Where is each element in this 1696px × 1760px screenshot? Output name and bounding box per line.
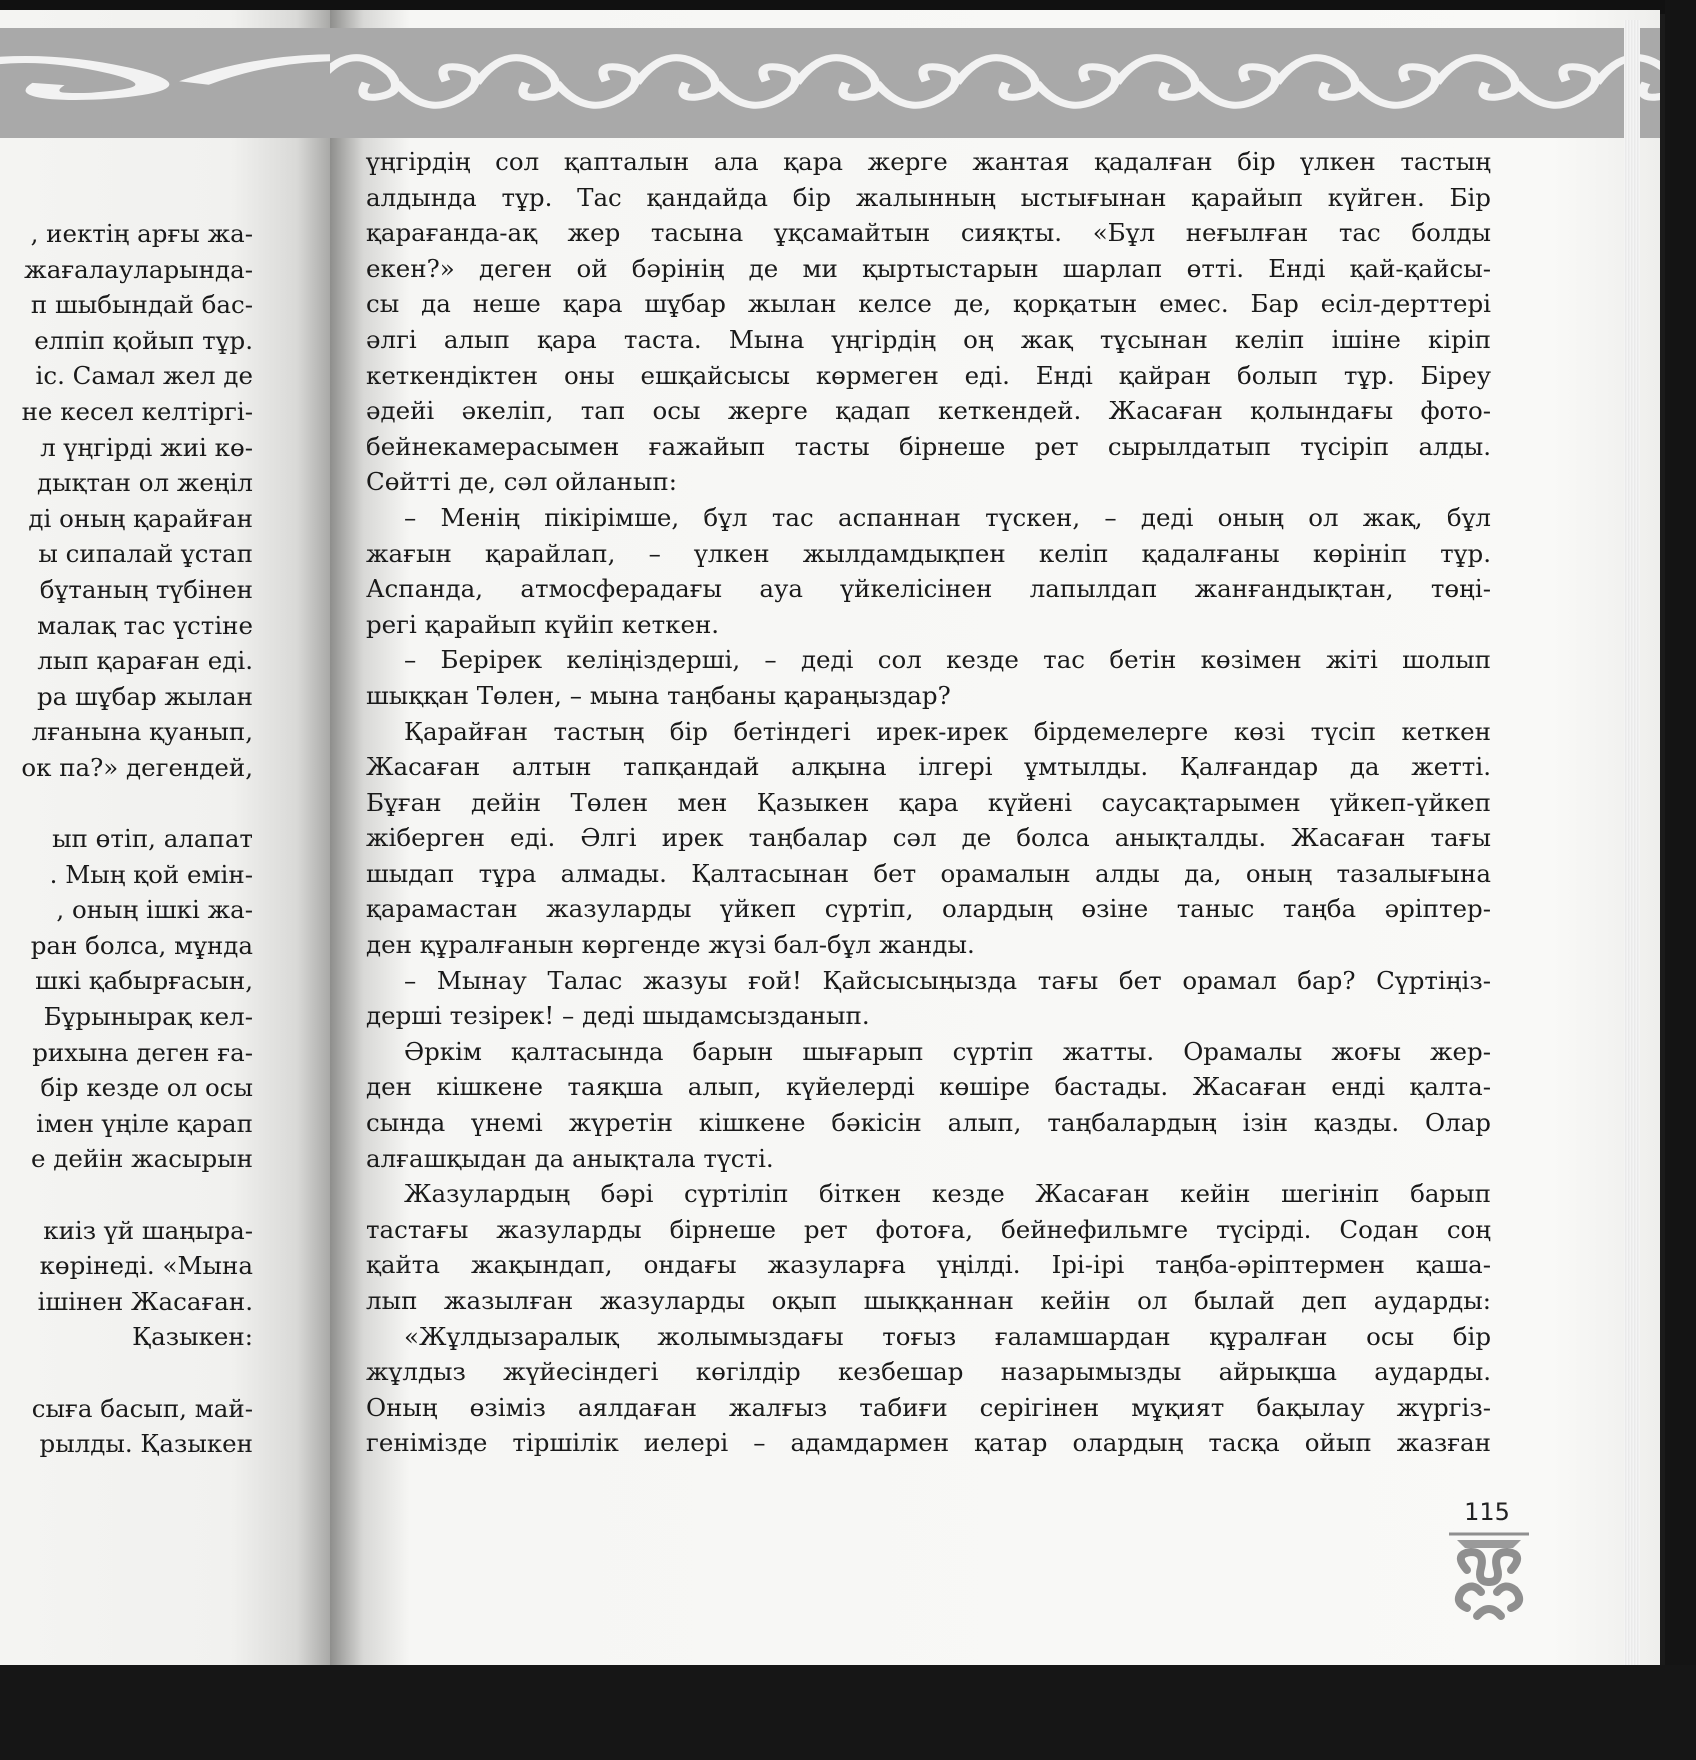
text-line: дерші тезірек! – деді шыдамсызданып.: [366, 1001, 870, 1031]
scan-right-edge: [1665, 0, 1696, 1760]
text-line: е дейін жасырын: [30, 1144, 253, 1174]
text-line: Сөйтті де, сәл ойланып:: [366, 467, 677, 497]
text-line: «Жұлдызаралық жолымыздағы тоғыз ғаламшардан құралған осы бір: [404, 1321, 1491, 1351]
text-line: дықтан ол жеңіл: [37, 468, 253, 498]
text-line: қайта жақындап, ондағы жазуларға үңілді. Ірі-ірі таңба-әріптермен қаша-: [366, 1250, 1491, 1280]
text-line: рылды. Қазыкен: [39, 1429, 253, 1459]
text-line: – Мынау Талас жазуы ғой! Қайсысыңызда тағы бет орамал бар? Сүртіңіз-: [404, 965, 1491, 995]
text-line: л үңгірді жиі кө-: [40, 432, 253, 462]
text-line: қарағанда-ақ жер тасына ұқсамайтын сияқты. «Бұл неғылған тас болды: [366, 218, 1491, 248]
scan-bottom-edge: [0, 1665, 1696, 1760]
left-page-text: [0, 216, 253, 1462]
text-line: бейнекамерасымен ғажайып тасты бірнеше рет сырылдатып түсіріп алды.: [366, 431, 1491, 461]
text-line: Әркім қалтасында барын шығарып сүртіп жатты. Орамалы жоғы жер-: [404, 1036, 1491, 1066]
top-ornament-band-left: [0, 28, 330, 138]
text-line: генімізде тіршілік иелері – адамдармен қатар олардың тасқа ойып жазған: [366, 1428, 1491, 1458]
text-line: Қарайған тастың бір бетіндегі ирек-ирек бірдемелерге көзі түсіп кеткен: [404, 716, 1491, 746]
text-line: , иектің арғы жа-: [30, 219, 253, 248]
text-line: не кесел келтіргі-: [21, 396, 253, 426]
text-line: Жазулардың бәрі сүртіліп біткен кезде Жасаған кейін шегініп барып: [404, 1179, 1491, 1209]
text-line: сында үнемі жүретін кішкене бәкісін алып, таңбалардың ізін қазды. Олар: [366, 1108, 1491, 1138]
text-line: екен?» деген ой бәрінің де ми қыртыстарын шарлап өтті. Енді қай-қайсы-: [366, 253, 1491, 283]
scroll-ornament: [330, 28, 1660, 138]
text-line: жұлдыз жүйесіндегі көгілдір кезбешар назарымызды айрықша аударды.: [366, 1357, 1491, 1387]
text-line: елпіп қойып тұр.: [34, 325, 253, 355]
text-line: ран болса, мұнда: [30, 930, 253, 960]
text-line: рихына деген ға-: [32, 1037, 253, 1067]
text-line: Бұрынырақ кел-: [43, 1002, 253, 1032]
text-line: – Берірек келіңіздерші, – деді сол кезде тас бетін көзімен жіті шолып: [404, 645, 1491, 675]
text-line: лып қараған еді.: [37, 646, 253, 676]
text-line: ып өтіп, алапат: [52, 824, 253, 854]
text-line: малақ тас үстіне: [37, 610, 253, 640]
left-page: [0, 10, 330, 1670]
text-line: Жасаған алтын тапқандай алқына ілгері ұмтылды. Қалғандар да жетті.: [366, 752, 1491, 782]
text-line: алғашқыдан да анықтала түсті.: [366, 1143, 774, 1173]
scroll-ornament: [0, 28, 330, 138]
text-line: Оның өзіміз аялдаған жалғыз табиғи серігінен мұқият бақылау жүргіз-: [366, 1392, 1491, 1422]
page-edges: [1624, 20, 1640, 1680]
text-line: бір кезде ол осы: [40, 1073, 253, 1103]
blank-line: [0, 1355, 253, 1391]
text-line: үңгірдің сол қапталын ала қара жерге жантая қадалған бір үлкен тастың: [366, 147, 1491, 176]
text-line: регі қарайып күйіп кеткен.: [366, 609, 720, 639]
text-line: жағалауларында-: [24, 254, 253, 284]
text-line: тастағы жазуларды бірнеше рет фотоға, бейнефильмге түсірді. Содан соң: [366, 1214, 1491, 1244]
text-line: ра шұбар жылан: [36, 681, 253, 711]
text-line: ок па?» дегендей,: [21, 752, 253, 782]
text-line: жіберген еді. Әлгі ирек таңбалар сәл де болса анықталды. Жасаған тағы: [366, 823, 1491, 853]
text-line: бұтаның түбінен: [39, 574, 253, 604]
text-line: – Менің пікірімше, бұл тас аспаннан түскен, – деді оның ол жақ, бұл: [404, 502, 1491, 532]
text-line: шыдап тұра алмады. Қалтасынан бет орамалын алды да, оның тазалығына: [366, 858, 1491, 888]
text-line: алдында тұр. Тас қандайда бір жалынның ыстығынан қарайып күйген. Бір: [366, 182, 1491, 212]
text-line: сыға басып, май-: [31, 1393, 253, 1423]
text-line: шыққан Төлен, – мына таңбаны қараңыздар?: [366, 680, 951, 710]
blank-line: [0, 1177, 253, 1213]
text-line: сы да неше қара шұбар жылан келсе де, қорқатын емес. Бар есіл-дерттері: [366, 289, 1491, 319]
top-ornament-band-right: [330, 28, 1660, 138]
text-line: іс. Самал жел де: [35, 361, 253, 391]
text-line: қарамастан жазуларды үйкеп сүртіп, олардың өзіне таныс таңба әріптер-: [366, 894, 1491, 924]
text-line: . Мың қой емін-: [49, 859, 253, 889]
text-line: ді оның қарайған: [28, 503, 253, 533]
text-line: , оның ішкі жа-: [56, 895, 253, 925]
text-line: імен үңіле қарап: [36, 1108, 253, 1138]
text-line: әлгі алып қара таста. Мына үңгірдің оң жақ тұсынан келіп ішіне кіріп: [366, 324, 1491, 354]
text-line: Аспанда, атмосферадағы ауа үйкелісінен лапылдап жанғандықтан, төңі-: [366, 574, 1491, 604]
text-line: ден кішкене таяқша алып, күйелерді көшіре бастады. Жасаған енді қалта-: [366, 1072, 1491, 1102]
text-line: ішінен Жасаған.: [37, 1286, 253, 1316]
page-number: 115: [1464, 1498, 1510, 1526]
text-line: кеткендіктен оны ешқайсысы көрмеген еді. Енді қайран болып тұр. Біреу: [366, 360, 1491, 390]
text-line: п шыбындай бас-: [30, 290, 253, 320]
text-line: ден құралғанын көргенде жүзі бал-бұл жанды.: [366, 930, 975, 960]
text-line: киіз үй шаңыра-: [43, 1215, 253, 1245]
text-line: лып жазылған жазуларды оқып шыққаннан кейін ол былай деп аударды:: [366, 1286, 1491, 1315]
blank-line: [0, 786, 253, 822]
text-line: әдейі әкеліп, тап осы жерге қадап кеткендей. Жасаған қолындағы фото-: [366, 396, 1491, 426]
text-line: Қазыкен:: [132, 1322, 253, 1352]
text-line: көрінеді. «Мына: [39, 1251, 253, 1281]
text-line: жағын қарайлап, – үлкен жылдамдықпен келіп қадалғаны көрініп тұр.: [366, 538, 1491, 568]
text-line: ы сипалай ұстап: [38, 539, 253, 569]
right-page-text: [366, 144, 1491, 1461]
text-line: Бұған дейін Төлен мен Қазыкен қара күйені саусақтарымен үйкеп-үйкеп: [366, 787, 1491, 817]
text-line: шкі қабырғасын,: [35, 966, 253, 996]
text-line: лғанына қуанып,: [31, 717, 253, 747]
corner-ornament-icon: [1447, 1530, 1531, 1622]
open-book: [0, 10, 1660, 1670]
